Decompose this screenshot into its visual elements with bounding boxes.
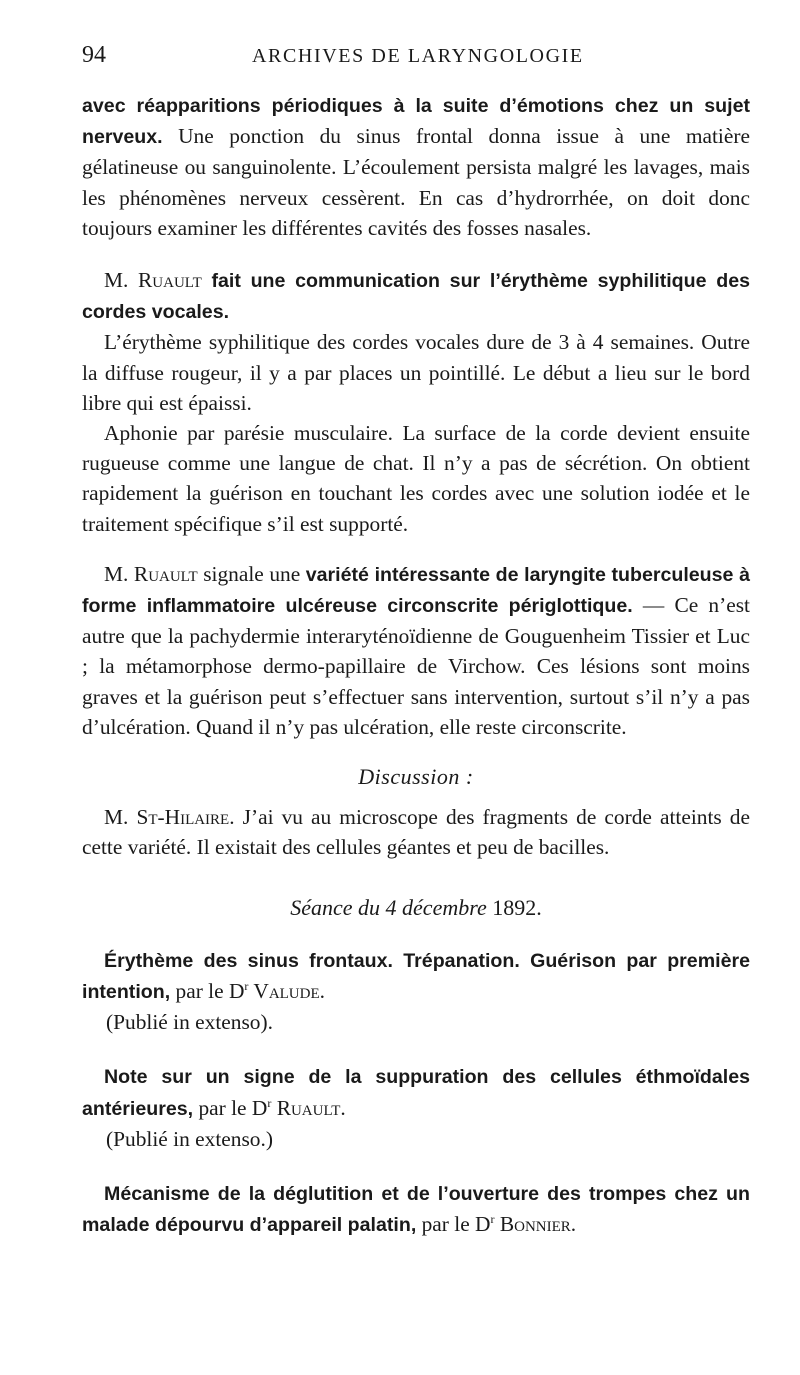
running-title: ARCHIVES DE LARYNGOLOGIE xyxy=(252,45,584,67)
page-number: 94 xyxy=(82,42,106,68)
published-note: (Publié in extenso.) xyxy=(106,1126,273,1151)
speaker-name: Ruault xyxy=(138,268,202,293)
author-name: Valude xyxy=(248,979,320,1004)
period: . xyxy=(340,1095,346,1120)
doctor-sup: r xyxy=(267,1095,272,1110)
speaker-prefix: M. xyxy=(104,805,137,830)
paragraph-laryngite xyxy=(82,559,750,742)
seance-year: 1892. xyxy=(486,894,542,920)
byline: par le D xyxy=(170,979,245,1004)
paragraph-ruault-communication xyxy=(82,265,750,327)
bold-text: avec réapparitions périodiques à la suite d’émotions chez un sujet nerveux. xyxy=(82,95,750,149)
seance-heading xyxy=(82,893,750,923)
doctor-sup: r xyxy=(244,978,249,993)
bold-text: fait une communication sur l’érythème syphilitique des cordes vocales. xyxy=(82,270,751,324)
period: . xyxy=(319,979,325,1004)
body-text: — Ce n’est autre que la pachydermie interaryténoïdienne de Gouguenheim Tissier et Luc ; la métamorphose dermo-papillaire de Virchow. Ces lésions sont moins graves et la guérison peut s’effectuer sans intervention, surtout s’il n’y a pas d’ulcération. Quand il n’y pas ulcération, elle reste circonscrite. xyxy=(82,593,751,739)
entry-valude xyxy=(82,945,750,1007)
speaker-name: Ruault xyxy=(133,561,198,586)
speaker-name: St-Hilaire xyxy=(136,805,230,830)
entry-title: Mécanisme de la déglutition et de l’ouverture des trompes chez un malade dépourvu d’appareil palatin, xyxy=(82,1183,750,1237)
body-text: signale une xyxy=(197,561,306,586)
page-header xyxy=(82,42,750,82)
byline: par le D xyxy=(416,1212,491,1237)
bold-text: variété intéressante de laryngite tuberculeuse à forme inflammatoire ulcéreuse circonscrite périglottique. xyxy=(82,563,750,618)
author-name: Ruault xyxy=(271,1095,341,1120)
body-text: Une ponction du sinus frontal donna issue à une matière gélatineuse ou sanguinolente. L’écoulement persista malgré les lavages, mais les phénomènes nerveux cessèrent. En cas d’hydrorrhée, on doit donc toujours examiner les différentes cavités des fosses nasales. xyxy=(82,124,750,240)
entry-bonnier xyxy=(82,1178,750,1240)
paragraph-aphonie: Aphonie par parésie musculaire. La surface de la corde devient ensuite rugueuse comme une langue de chat. Il n’y a pas de sécrétion. On obtient rapidement la guérison en touchant les cordes avec une solution iodée et le traitement spécifique s’il est supporté. xyxy=(82,421,750,536)
body-text: . J’ai vu au microscope des fragments de corde atteints de cette variété. Il existait des cellules géantes et peu de bacilles. xyxy=(82,805,751,860)
entry-ruault xyxy=(82,1061,750,1123)
discussion-heading: Discussion : xyxy=(358,764,474,790)
period: . xyxy=(570,1212,577,1237)
entry-title: Note sur un signe de la suppuration des cellules éthmoïdales antérieures, xyxy=(82,1066,750,1120)
paragraph-st-hilaire xyxy=(82,802,750,862)
speaker-prefix: M. xyxy=(104,268,139,293)
paragraph-erytheme-duree: L’érythème syphilitique des cordes vocales dure de 3 à 4 semaines. Outre la diffuse rougeur, il y a par places un pointillé. Le début a lieu sur le bord libre qui est épaissi. xyxy=(82,330,750,415)
author-name: Bonnier xyxy=(494,1212,571,1237)
published-note: (Publié in extenso). xyxy=(106,1010,273,1035)
paragraph-hydrorrhee xyxy=(82,90,750,243)
speaker-prefix: M. xyxy=(104,561,134,586)
doctor-sup: r xyxy=(490,1212,495,1227)
seance-date: Séance du 4 décembre xyxy=(290,894,487,920)
entry-title: Érythème des sinus frontaux. Trépanation. Guérison par première intention, xyxy=(82,949,750,1004)
byline: par le D xyxy=(193,1095,268,1120)
